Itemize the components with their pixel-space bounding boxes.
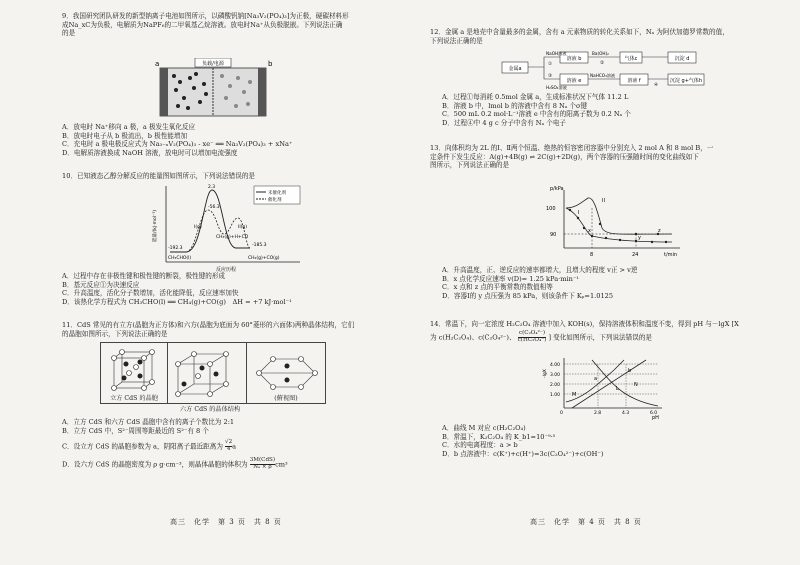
q10-option-b: B．基元反应①为决速反应 (62, 280, 140, 289)
q9-stem-line1: 9．我国研究团队研发的新型钠离子电池如图所示，以磷酸钒钠[Na₃V₂(PO₄)₃]为正极，硬碳材料形 (62, 12, 349, 20)
point-x-label: x (588, 228, 591, 234)
q9-option-c: C．充电时 a 极电极反应式为 Na₃₋ₓV₂(PO₄)₃ - xe⁻ ══ Na₃V₂(PO₄)₃ + xNa⁺ (62, 140, 293, 149)
q12-option-a: A．过程①每消耗 0.5mol 金属 a，生成标准状况下气体 11.2 L (442, 93, 629, 101)
q11-c-denominator: 4 (226, 446, 231, 453)
hex-cds-cell (168, 343, 247, 404)
q11-stem-line2: 的晶胞如图所示，下列说法正确的是 (62, 329, 168, 338)
label-step-i: I(g) (194, 225, 202, 230)
step-3-label: ③ (548, 74, 553, 79)
tick-4-3: 4.3 (622, 411, 630, 416)
q12-stem-line1: 12．金属 a 是地壳中含量最多的金属，含有 a 元素物质的转化关系如下，Nₐ 为阿伏加德罗常数的值， (430, 28, 729, 36)
pressure-time-chart (540, 184, 690, 264)
tick-6-0: 6.0 (650, 411, 658, 416)
q12-options (442, 93, 772, 128)
point-b-label: b (628, 368, 632, 374)
q11-stem-line1: 11．CdS 常见的有立方(晶胞为正方体)和六方(晶胞为底面为 60°菱形的六面体)两种晶体结构，它们 (62, 321, 355, 329)
top-view-icon (251, 354, 321, 392)
q12-stem-line2: 下列说法正确的是 (430, 36, 483, 45)
battery-load-label: 负载/电源 (202, 61, 224, 67)
lgx-axis-label: -lgX (543, 369, 548, 378)
electrode-a-label: a (155, 60, 160, 68)
label-ts: -56.3 (208, 205, 220, 210)
time-axis-label: t/min (664, 252, 678, 258)
q11-c-tail: a (232, 442, 237, 451)
curve-N-label: N (634, 382, 638, 388)
q11-d-tail: cm³ (275, 460, 288, 469)
tick-4: 4.00 (550, 363, 561, 368)
box-solution-f: 溶液 f (627, 78, 641, 84)
box-metal-a: 金属a (508, 66, 522, 72)
q10-option-d: D．该热化学方程式为 CH₃CHO(l) ══ CH₄(g)+CO(g) ΔH = +7 kJ·mol⁻¹ (62, 298, 292, 307)
tick-1: 1.00 (550, 393, 561, 398)
label-start-species: CH₃CHO(l) (168, 256, 192, 261)
box-solution-e: 溶液 e (566, 78, 582, 84)
q9-stem-line2: 成Na_xC为负极，电解质为NaPF₆的二甲氧基乙烷溶液。放电时Na⁺从负极脱嵌。下列说法正确 (62, 20, 343, 29)
q13-option-d: D．容器Ⅰ的 y 点压强为 85 kPa，则该条件下 Kₚ=1.0125 (442, 292, 614, 301)
step-1-label: ① (548, 62, 553, 67)
cds-structure-table (100, 342, 326, 404)
q13-stem-line1: 13．向体积均为 2L 的Ⅰ、Ⅱ两个恒温、绝热的恒容密闭容器中分别充入 2 mol A 和 8 mol B，一 (430, 144, 714, 152)
label-intermediate: CH₃(g)+H+CO (216, 235, 249, 240)
ph-axis-label: pH (652, 415, 659, 421)
legend-uncatalyzed: 未催化剂 (268, 191, 286, 196)
q14-option-b: B．常温下，K₂C₂O₄ 的 K_b1=10⁻⁹·⁵ (442, 432, 556, 441)
legend-catalyzed: 催化剂 (268, 198, 282, 203)
top-view-caption: (俯视图) (274, 394, 298, 402)
conversion-flowchart (500, 48, 710, 90)
q13-stem-line3: 图所示，下列说法正确的是 (430, 161, 510, 170)
page-3-footer: 高三 化学 第 3 页 共 8 页 (170, 517, 282, 526)
q13-options (442, 266, 772, 301)
q11-c-numerator: √2 (225, 439, 233, 446)
q11-option-c: C．设立方 CdS 的晶胞参数为 a，阴阳离子最近距离为 $\frac{√2}{4}$ a (62, 439, 237, 453)
q11-option-d: D．设六方 CdS 的晶胞密度为 ρ g·cm⁻³，则晶体晶胞的体积为 3M(CdS) Nₐ × ρ cm³ (62, 457, 288, 470)
tick-100: 100 (546, 206, 556, 212)
energy-axis-label: 能量/(kJ·mol⁻¹) (153, 210, 158, 242)
question-12 (430, 28, 775, 45)
page-4-footer: 高三 化学 第 4 页 共 8 页 (530, 517, 642, 526)
q14-stem-line2: 为 c(H₂C₂O₄)、c(C₂O₄²⁻)、 $\frac{\text{c(C₂O₄²⁻)}}{\text{c(HC₂O₄⁻)}}$ ] 变化如图所示，下列说法错误的是 (430, 329, 653, 343)
cubic-cell-icon (104, 348, 164, 392)
q11-d-fraction (250, 458, 275, 471)
hex-cds-caption: 六方 CdS 的晶体结构 (180, 406, 241, 413)
hex-cell-icon (170, 350, 244, 400)
tick-24: 24 (632, 252, 639, 258)
exam-page-4 (400, 0, 800, 565)
q13-option-b: B．x 点化学反应速率 v(D)= 1.25 kPa·min⁻¹ (442, 274, 579, 283)
q14-option-a: A．曲线 M 对应 c(H₂C₂O₄) (442, 424, 526, 432)
q9-option-b: B．放电时电子从 b 极流出，b 极性能增加 (62, 131, 188, 140)
q9-options (62, 123, 392, 158)
q11-option-a: A．立方 CdS 和六方 CdS 晶胞中含有的离子个数比为 2:1 (62, 418, 235, 426)
question-11 (62, 321, 392, 338)
point-z-label: z (658, 228, 661, 234)
q14-fraction-numerator: c(C₂O₄²⁻) (518, 329, 546, 336)
q11-d-numerator: 3M(CdS) (249, 457, 276, 464)
q11-d-denominator: Nₐ × ρ (253, 463, 272, 470)
curve-II-label: II (602, 198, 605, 204)
point-y-label: y (638, 235, 641, 241)
ph-lgx-chart (532, 356, 672, 422)
q13-option-a: A．升高温度，正、逆反应的速率都增大，且增大的程度 v正 > v逆 (442, 266, 638, 274)
q13-option-c: C．x 点和 z 点的平衡常数的数值相等 (442, 283, 553, 292)
tick-0: 0 (560, 411, 563, 416)
reaction-coordinate-label: 反应历程 (216, 267, 237, 273)
q14-option-d: D．b 点溶液中：c(K⁺)+c(H⁺)=3c(C₂O₄²⁻)+c(OH⁻) (442, 450, 604, 459)
q14-options (442, 424, 772, 459)
curve-M-label: M (572, 392, 577, 398)
electrode-b-label: b (268, 60, 273, 68)
box-precipitate-g: 沉淀 g+气体h (669, 78, 703, 84)
label-baoh2: Ba(OH)₂ (592, 51, 609, 56)
step-2-label: ② (600, 61, 605, 66)
cubic-cds-caption: 立方 CdS 的晶胞 (110, 394, 158, 402)
tick-2: 2.00 (550, 383, 561, 388)
q10-options (62, 272, 392, 307)
box-gas-c: 气体c (624, 56, 638, 62)
label-naoh: NaOH溶液 (546, 51, 567, 56)
q10-option-c: C．升高温度，活化分子数增加，活化能降低，反应速率加快 (62, 289, 239, 298)
label-h2so4: H₂SO₄溶液 (546, 85, 567, 90)
question-13 (430, 144, 775, 170)
battery-diagram (150, 58, 280, 120)
q10-option-a: A．过程中存在非极性键和极性键的断裂，极性键的形成 (62, 272, 226, 280)
question-10 (62, 172, 392, 181)
pressure-axis-label: p/kPa (550, 186, 564, 192)
question-14 (430, 320, 780, 343)
label-nahco3: NaHCO₃溶液 (590, 73, 616, 78)
q14-fraction-denominator: c(HC₂O₄⁻) (517, 336, 547, 343)
point-a-label: a (594, 376, 598, 382)
label-end-energy: -185.3 (252, 243, 267, 248)
q9-option-a: A．放电时 Na⁺移向 a 极，a 极发生氧化反应 (62, 123, 196, 131)
label-step-ii: II(g) (238, 225, 248, 230)
tick-2-8: 2.8 (594, 411, 602, 416)
q14-fraction (518, 331, 547, 344)
label-start-energy: -192.3 (168, 246, 183, 251)
q12-option-c: C．500 mL 0.2 mol·L⁻¹溶液 e 中含有的阳离子数为 0.2 Nₐ 个 (442, 110, 631, 119)
q12-option-b: B．溶液 b 中，lmol b 的溶液中含有 8 Nₐ 个σ键 (442, 101, 588, 110)
q13-stem-line2: 定条件下发生反应：A(g)+4B(g) ⇌ 2C(g)+2D(g)，两个容器的压强随时间的变化曲线如下 (430, 152, 699, 161)
q11-option-b: B．立方 CdS 中，S²⁻周围等距最近的 S²⁻有 8 个 (62, 426, 209, 435)
q12-option-d: D．过程④中 4 g c 分子中含有 Nₐ 个电子 (442, 119, 567, 128)
q11-options (62, 418, 392, 471)
curve-I-label: I (578, 210, 580, 216)
q9-option-d: D．电解质溶液换成 NaOH 溶液，放电时可以增加电流强度 (62, 149, 238, 158)
q9-stem-line3: 的是 (62, 29, 76, 38)
label-peak: 2.3 (208, 185, 216, 190)
tick-90: 90 (550, 232, 557, 238)
tick-8: 8 (590, 252, 594, 258)
q14-option-c: C．水的电离程度：a > b (442, 441, 518, 450)
box-precipitate-d: 沉淀 d (674, 56, 690, 62)
step-4-label: ④ (654, 83, 659, 88)
hex-top-view-cell (247, 343, 326, 404)
curve-L-label: L (616, 386, 619, 392)
q14-stem-line1: 14．常温下，向一定浓度 H₂C₂O₄ 溶液中加入 KOH(s)，保持溶液体积和温度不变，得到 pH 与－lgX [X (430, 320, 739, 328)
question-9 (62, 12, 392, 38)
cubic-cds-cell (101, 343, 168, 404)
q10-stem: 10．已知液态乙醇分解反应的能量图如图所示，下列说法错误的是 (62, 172, 256, 180)
box-solution-b: 溶液 b (566, 56, 582, 62)
label-end-species: CH₄(g)+CO(g) (248, 256, 280, 261)
tick-3: 3.00 (550, 373, 561, 378)
energy-profile-diagram (150, 182, 310, 274)
